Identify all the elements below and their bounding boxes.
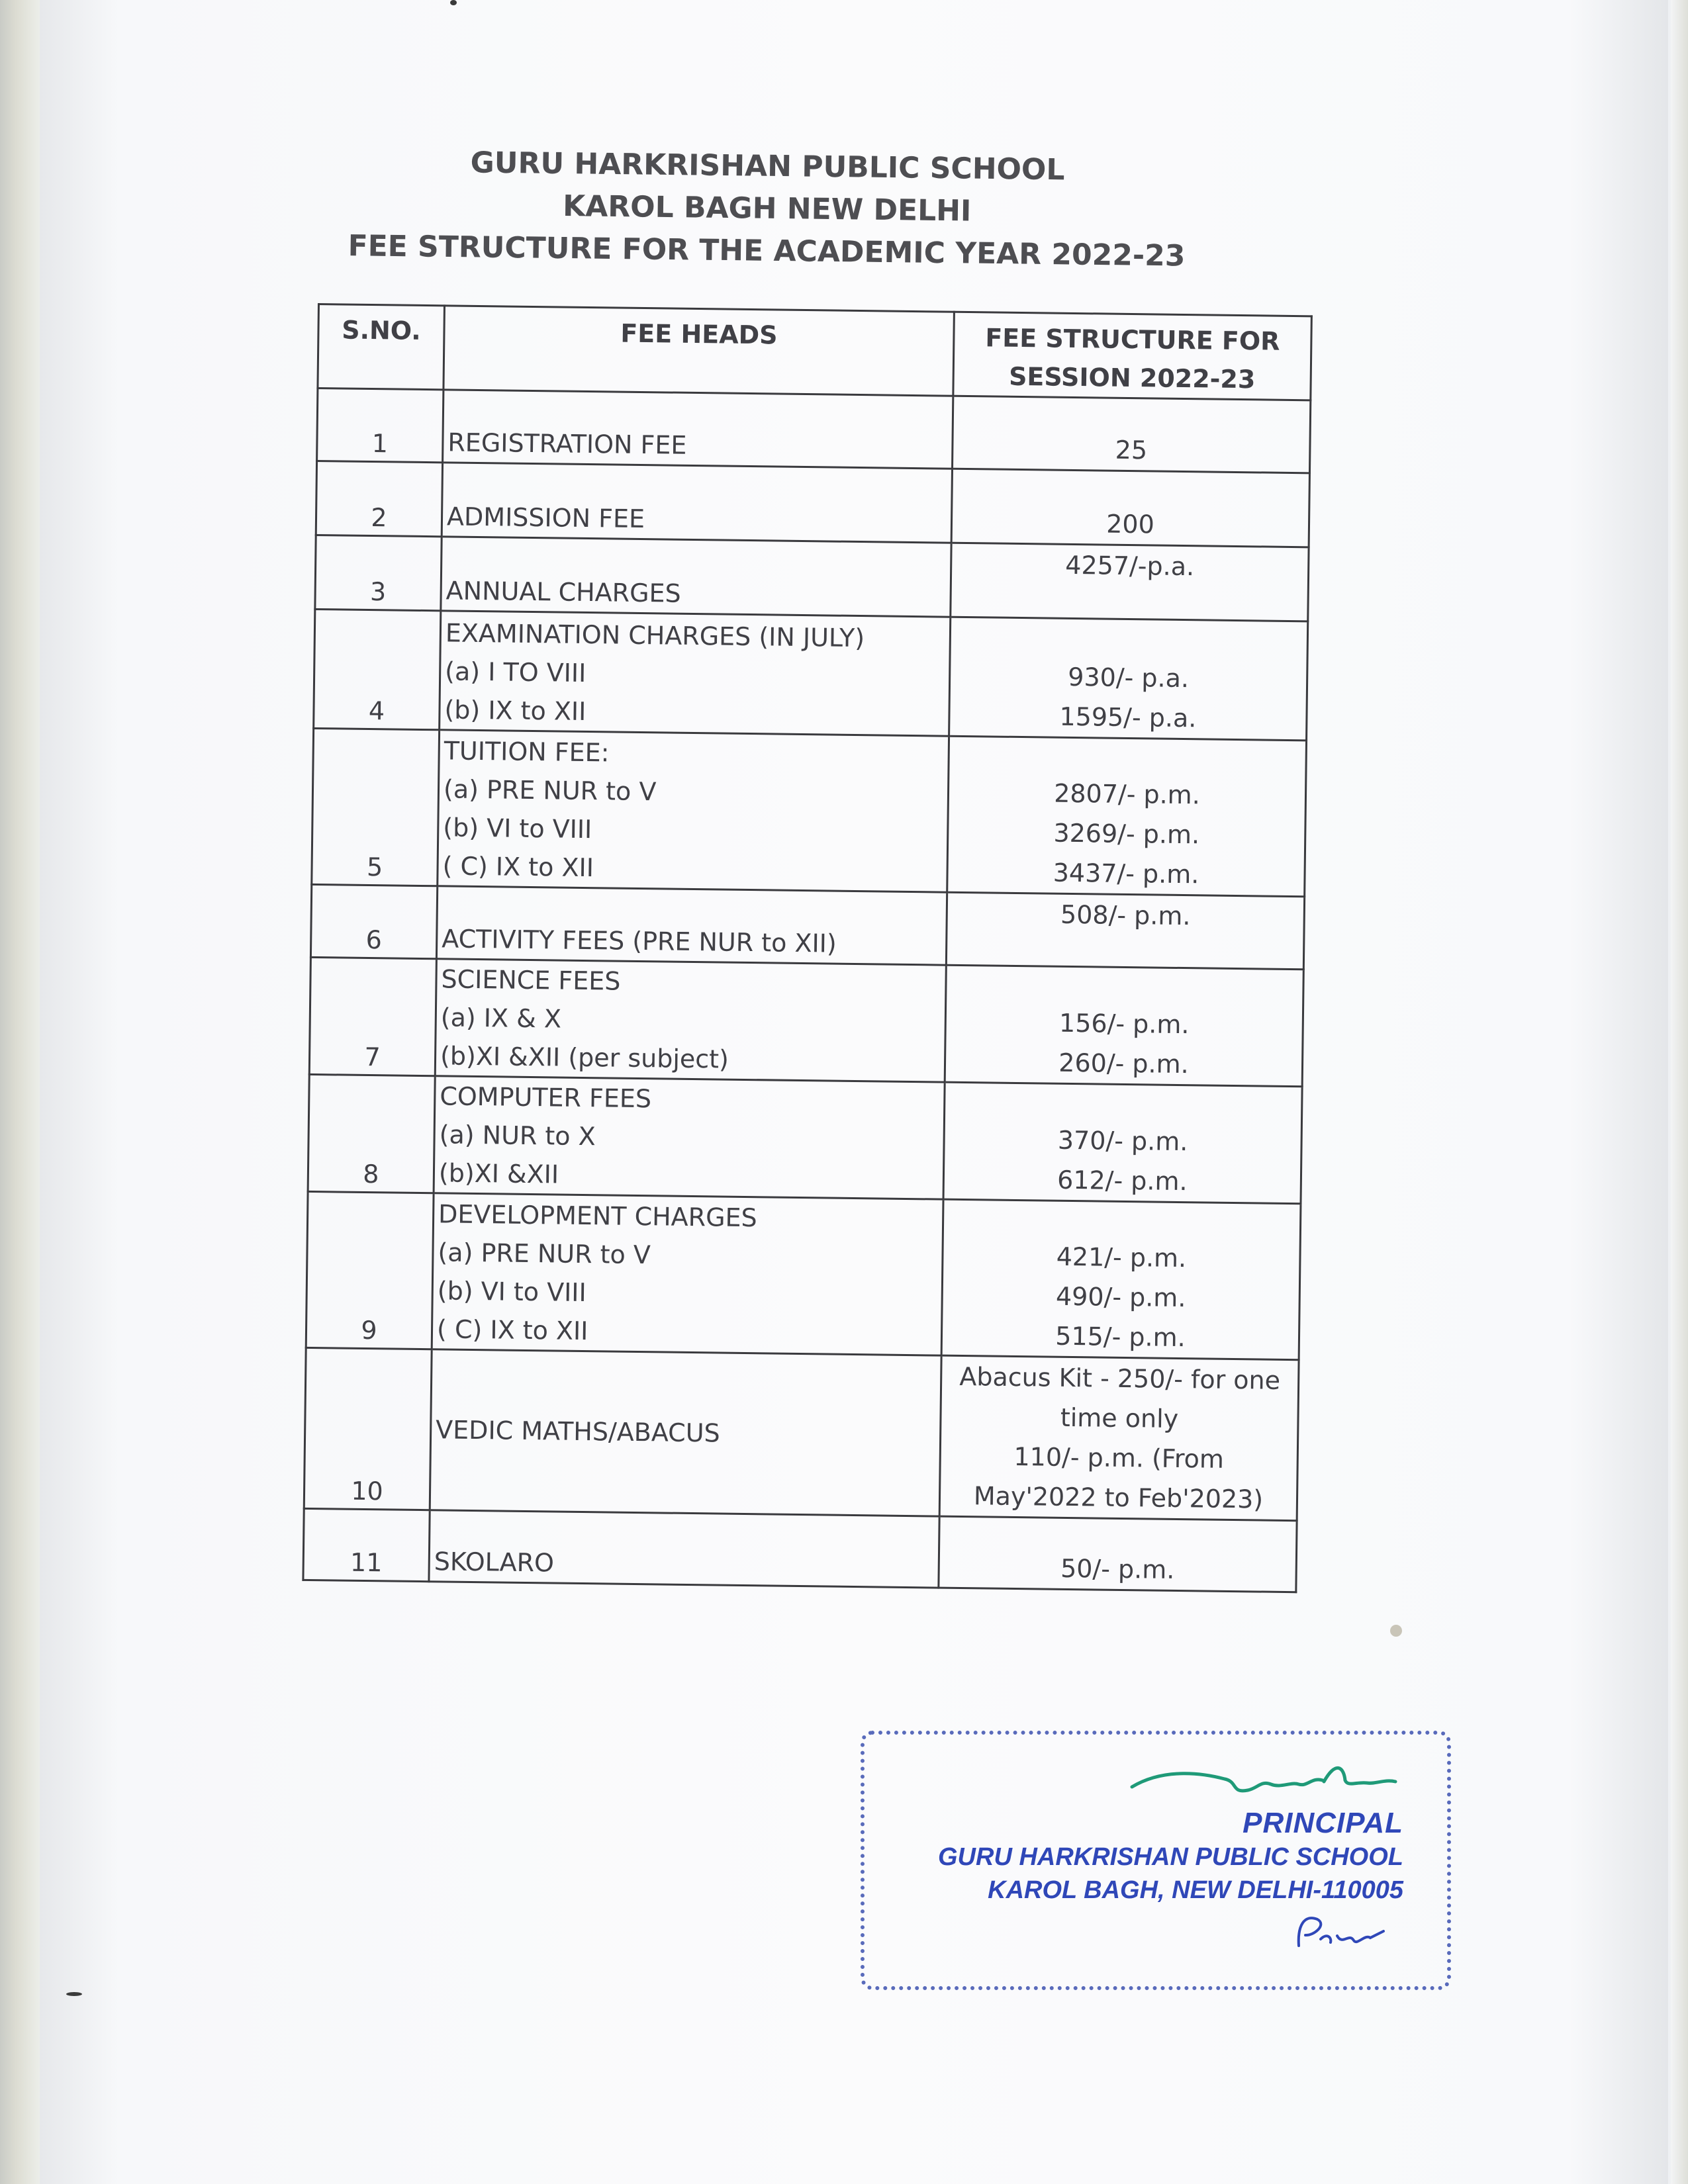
fee-head-line: ADMISSION FEE xyxy=(446,502,645,534)
fee-head-line: (b) VI to VIII xyxy=(437,1276,587,1308)
cell-fee-head xyxy=(440,611,951,736)
fee-head-line: ACTIVITY FEES (PRE NUR to XII) xyxy=(442,924,837,958)
cell-sno: 8 xyxy=(308,1074,435,1193)
cell-fee-head xyxy=(430,1349,941,1516)
fee-head-line: (a) PRE NUR to V xyxy=(443,774,657,807)
header-sno: S.NO. xyxy=(318,304,445,390)
table-row xyxy=(310,884,1304,969)
fee-amount-line: 421/- p.m. xyxy=(1056,1242,1187,1273)
fee-head-line: (a) PRE NUR to V xyxy=(438,1238,651,1270)
cell-sno: 11 xyxy=(303,1508,430,1581)
fee-amount-line: 200 xyxy=(1105,509,1155,539)
fee-amount-line: 4257/-p.a. xyxy=(1065,550,1195,582)
fee-amount-line: 490/- p.m. xyxy=(1055,1281,1186,1313)
cell-fee-amount xyxy=(949,617,1308,741)
fee-amount-line: May'2022 to Feb'2023) xyxy=(973,1481,1264,1514)
fee-amount-line: 156/- p.m. xyxy=(1058,1008,1190,1040)
cell-fee-amount xyxy=(946,892,1304,970)
fee-head-line: ( C) IX to XII xyxy=(436,1314,588,1346)
cell-fee-amount xyxy=(939,1516,1297,1592)
fee-head-line: (b) IX to XII xyxy=(444,695,586,726)
fee-head-line: SKOLARO xyxy=(434,1547,555,1578)
cell-sno: 2 xyxy=(316,461,442,537)
cell-fee-head xyxy=(442,463,952,543)
fee-head-line: DEVELOPMENT CHARGES xyxy=(438,1199,757,1233)
cell-sno: 10 xyxy=(304,1347,432,1510)
cell-sno: 3 xyxy=(315,535,442,610)
header-fee-structure-line: FEE STRUCTURE FOR xyxy=(985,323,1280,356)
fee-amount-line: 2807/- p.m. xyxy=(1053,778,1201,810)
fee-head-line: SCIENCE FEES xyxy=(441,964,621,996)
header-fee-heads: FEE HEADS xyxy=(444,306,954,396)
fee-head-line: REGISTRATION FEE xyxy=(447,428,687,460)
fee-amount-line: time only xyxy=(1060,1402,1179,1434)
fee-head-line: COMPUTER FEES xyxy=(440,1081,652,1114)
fee-amount-line: 3437/- p.m. xyxy=(1053,858,1199,889)
cell-sno: 6 xyxy=(310,884,437,958)
stamp-school-name: GURU HARKRISHAN PUBLIC SCHOOL xyxy=(938,1843,1403,1871)
stamp-principal-title: PRINCIPAL xyxy=(1243,1807,1403,1839)
fee-head-line: (a) I TO VIII xyxy=(444,657,586,688)
cell-fee-amount xyxy=(953,396,1311,473)
fee-amount-line: 110/- p.m. (From xyxy=(1013,1441,1225,1474)
fee-head-line: EXAMINATION CHARGES (IN JULY) xyxy=(445,618,865,653)
fee-head-line: ANNUAL CHARGES xyxy=(445,576,681,608)
paper-speck xyxy=(1390,1625,1402,1637)
cell-sno: 9 xyxy=(306,1191,434,1349)
fee-head-line: (a) IX & X xyxy=(440,1003,562,1034)
table-row xyxy=(308,1074,1302,1203)
fee-amount-line: 260/- p.m. xyxy=(1058,1048,1190,1079)
fee-amount-line: 3269/- p.m. xyxy=(1053,818,1200,850)
cell-sno: 5 xyxy=(312,728,440,886)
fee-head-line: (b)XI &XII xyxy=(438,1158,559,1189)
cell-fee-amount xyxy=(951,469,1309,547)
cell-fee-head xyxy=(434,1076,945,1199)
paper-speck xyxy=(66,1992,82,1996)
cell-fee-head xyxy=(432,1193,943,1355)
fee-head-line: ( C) IX to XII xyxy=(442,851,594,883)
fee-structure-table xyxy=(302,303,1312,1593)
table-row xyxy=(312,728,1307,896)
fee-amount-line: 370/- p.m. xyxy=(1057,1125,1188,1157)
stamp-initials xyxy=(1291,1906,1390,1959)
cell-fee-amount xyxy=(951,543,1309,621)
cell-fee-amount xyxy=(943,1082,1302,1204)
fee-amount-line: 612/- p.m. xyxy=(1056,1165,1188,1197)
cell-sno: 4 xyxy=(314,609,441,729)
table-row xyxy=(315,535,1309,621)
cell-sno: 7 xyxy=(309,957,436,1075)
header-fee-structure-line: SESSION 2022-23 xyxy=(1008,361,1256,394)
cell-fee-amount xyxy=(945,965,1303,1087)
table-row xyxy=(306,1191,1301,1359)
table-row xyxy=(304,1347,1299,1520)
stamp-address: KAROL BAGH, NEW DELHI-110005 xyxy=(988,1876,1403,1904)
paper-right-edge xyxy=(1671,0,1688,2184)
principal-signature xyxy=(1125,1741,1403,1813)
cell-fee-amount xyxy=(941,1199,1301,1360)
fee-head-line: (b) VI to VIII xyxy=(443,813,592,844)
fee-rows xyxy=(303,388,1311,1592)
table-row xyxy=(303,1508,1297,1592)
table-row xyxy=(317,388,1311,473)
school-location: KAROL BAGH NEW DELHI xyxy=(562,189,972,228)
fee-amount-line: 515/- p.m. xyxy=(1055,1321,1186,1353)
cell-fee-amount xyxy=(939,1355,1299,1521)
fee-amount-line: Abacus Kit - 250/- for one xyxy=(959,1361,1281,1395)
cell-fee-head xyxy=(441,537,951,617)
table-header-row xyxy=(318,304,1311,400)
fee-amount-line: 25 xyxy=(1115,435,1148,465)
fee-amount-line: 50/- p.m. xyxy=(1060,1553,1175,1584)
school-name: GURU HARKRISHAN PUBLIC SCHOOL xyxy=(470,146,1065,187)
cell-fee-head xyxy=(436,886,947,965)
cell-fee-head xyxy=(429,1510,939,1588)
cell-fee-amount xyxy=(947,736,1307,897)
fee-head-line: TUITION FEE: xyxy=(444,736,610,768)
cell-fee-head xyxy=(438,730,949,892)
fee-amount-line: 930/- p.a. xyxy=(1068,662,1190,694)
document-heading: FEE STRUCTURE FOR THE ACADEMIC YEAR 2022-23 xyxy=(348,229,1186,273)
cell-fee-head xyxy=(443,390,953,469)
table-row xyxy=(314,609,1308,740)
header-fee-structure xyxy=(953,312,1312,400)
fee-amount-line: 1595/- p.a. xyxy=(1059,702,1197,733)
paper-left-edge xyxy=(0,0,40,2184)
fee-head-line: (b)XI &XII (per subject) xyxy=(440,1041,729,1074)
fee-amount-line: 508/- p.m. xyxy=(1060,899,1191,931)
paper-speck xyxy=(450,0,457,5)
table-row xyxy=(309,957,1303,1086)
table-row xyxy=(316,461,1309,547)
document-header xyxy=(343,140,1192,278)
fee-head-line: (a) NUR to X xyxy=(439,1120,596,1152)
cell-fee-head xyxy=(435,959,946,1082)
fee-head-line: VEDIC MATHS/ABACUS xyxy=(435,1415,720,1448)
cell-sno: 1 xyxy=(317,388,444,463)
